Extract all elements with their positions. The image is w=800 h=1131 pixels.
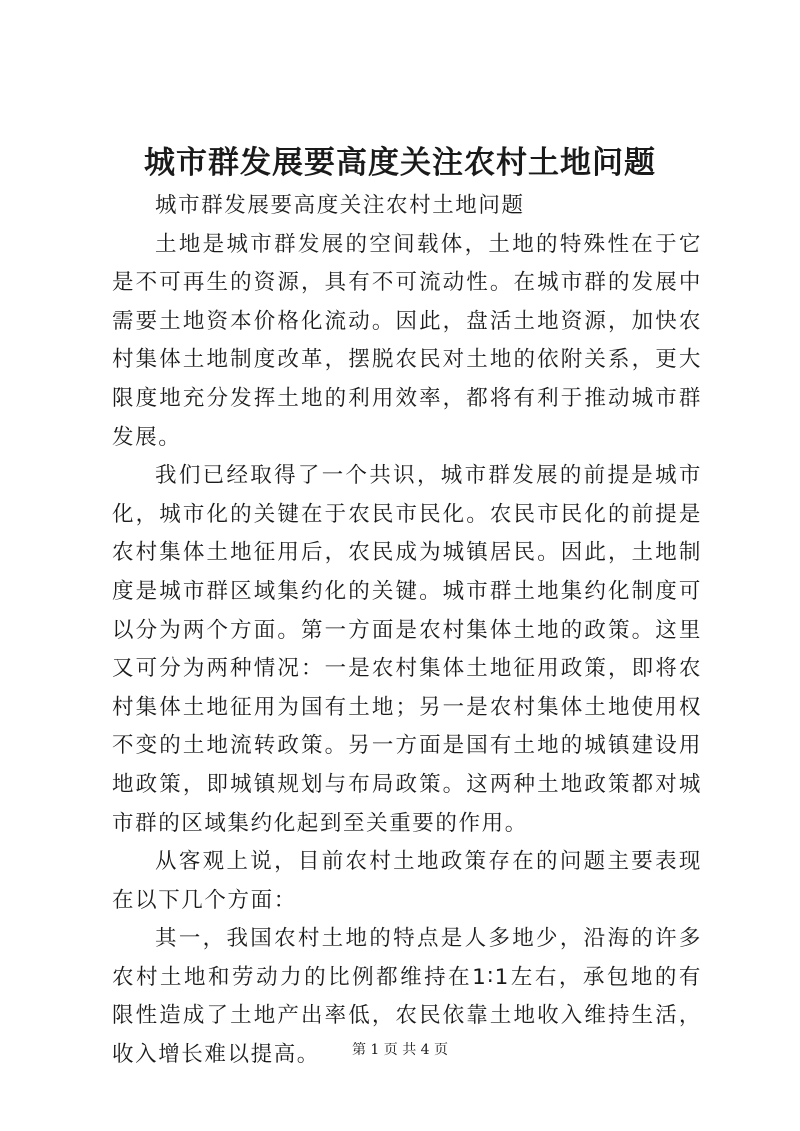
paragraph: 其一，我国农村土地的特点是人多地少，沿海的许多农村土地和劳动力的比例都维持在1∶1左右，承包地的有限性造成了土地产出率低，农民依靠土地收入维持生活，收入增长难以提高。 [112, 926, 702, 1068]
paragraph: 我们已经取得了一个共识，城市群发展的前提是城市化，城市化的关键在于农民市民化。农民市民化的前提是农村集体土地征用后，农民成为城镇居民。因此，土地制度是城市群区域集约化的关键。城市群土地集约化制度可以分为两个方面。第一方面是农村集体土地的政策。这里又可分为两种情况：一是农村集体土地征用政策，即将农村集体土地征用为国有土地；另一是农村集体土地使用权不变的土地流转政策。另一方面是国有土地的城镇建设用地政策，即城镇规划与布局政策。这两种土地政策都对城市群的区域集约化起到至关重要的作用。 [112, 463, 702, 836]
document-body [112, 187, 702, 1075]
paragraph: 从客观上说，目前农村土地政策存在的问题主要表现在以下几个方面： [112, 849, 702, 913]
paragraph: 土地是城市群发展的空间载体，土地的特殊性在于它是不可再生的资源，具有不可流动性。在城市群的发展中需要土地资本价格化流动。因此，盘活土地资源，加快农村集体土地制度改革，摆脱农民对土地的依附关系，更大限度地充分发挥土地的利用效率，都将有利于推动城市群发展。 [112, 231, 702, 450]
paragraph-subtitle: 城市群发展要高度关注农村土地问题 [155, 193, 525, 218]
page-number-footer: 第 1 页 共 4 页 [351, 1042, 449, 1058]
document-title: 城市群发展要高度关注农村土地问题 [144, 145, 656, 181]
